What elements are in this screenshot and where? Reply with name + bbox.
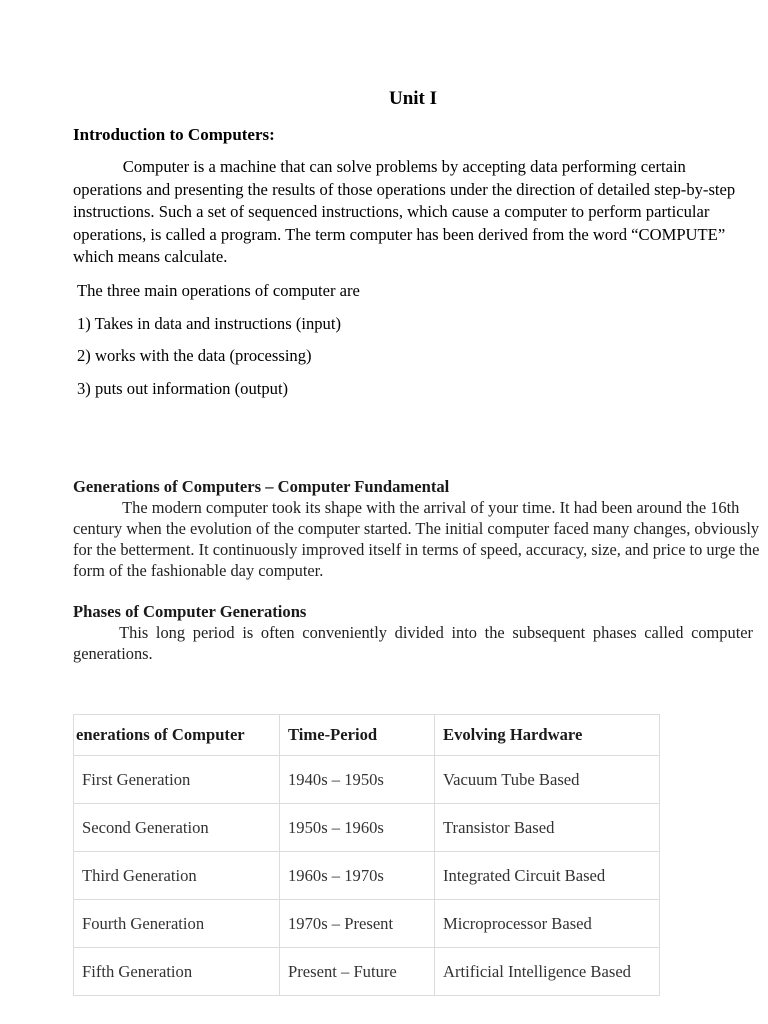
generation-cell: Fifth Generation — [74, 948, 280, 996]
intro-heading: Introduction to Computers: — [73, 125, 275, 144]
generation-cell: First Generation — [74, 756, 280, 804]
operation-item: 1) Takes in data and instructions (input) — [77, 314, 341, 333]
hardware-cell: Microprocessor Based — [435, 900, 660, 948]
phases-paragraph: This long period is often conveniently divided into the subsequent phases called computer generations. — [73, 623, 753, 663]
hardware-cell: Artificial Intelligence Based — [435, 948, 660, 996]
phases-heading: Phases of Computer Generations — [73, 602, 307, 621]
generations-paragraph: The modern computer took its shape with the arrival of your time. It had been around the 16th century when the evolution of the computer started. The initial computer faced many changes, obviously for the betterment. It continuously improved itself in terms of speed, accuracy, size, and price to urge the form of the fashionable day computer. — [73, 498, 760, 580]
table-row — [74, 948, 660, 996]
header-hardware: Evolving Hardware — [435, 715, 660, 756]
generation-cell: Second Generation — [74, 804, 280, 852]
hardware-cell: Transistor Based — [435, 804, 660, 852]
table-row — [74, 756, 660, 804]
hardware-cell: Integrated Circuit Based — [435, 852, 660, 900]
period-cell: 1940s – 1950s — [280, 756, 435, 804]
header-generations: enerations of Computer — [74, 715, 280, 756]
operations-intro: The three main operations of computer are — [77, 281, 360, 300]
hardware-cell: Vacuum Tube Based — [435, 756, 660, 804]
table-row — [74, 900, 660, 948]
period-cell: Present – Future — [280, 948, 435, 996]
table-row — [74, 804, 660, 852]
generation-cell: Fourth Generation — [74, 900, 280, 948]
generation-cell: Third Generation — [74, 852, 280, 900]
operation-item: 2) works with the data (processing) — [77, 346, 312, 365]
table-header-row — [74, 715, 660, 756]
period-cell: 1950s – 1960s — [280, 804, 435, 852]
table-row — [74, 852, 660, 900]
period-cell: 1970s – Present — [280, 900, 435, 948]
generations-table — [73, 714, 660, 996]
intro-paragraph: Computer is a machine that can solve problems by accepting data performing certain operations and presenting the results of those operations under the direction of detailed step-by-step instructions. Such a set of sequenced instructions, which cause a computer to perform particular operations, is called a program. The term computer has been derived from the word “COMPUTE” which means calculate. — [73, 157, 736, 266]
operation-item: 3) puts out information (output) — [77, 379, 289, 398]
period-cell: 1960s – 1970s — [280, 852, 435, 900]
header-time-period: Time-Period — [280, 715, 435, 756]
page-title: Unit I — [388, 88, 438, 109]
generations-heading: Generations of Computers – Computer Fundamental — [73, 477, 450, 496]
